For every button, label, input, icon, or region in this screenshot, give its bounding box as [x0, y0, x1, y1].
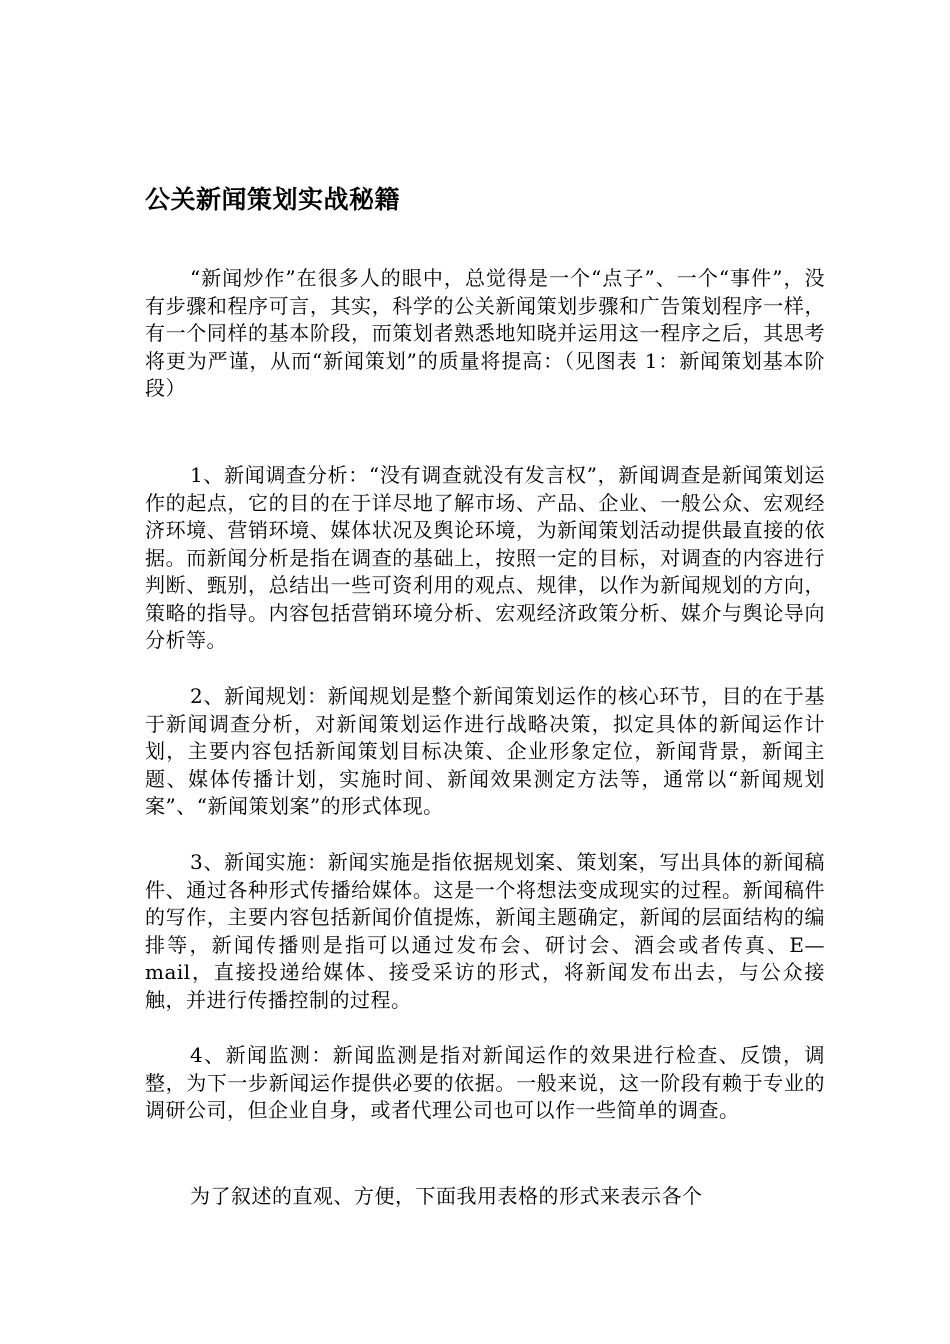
section-1-paragraph: 1、新闻调查分析：“没有调查就没有发言权”，新闻调查是新闻策划运作的起点，它的目的在于详尽地了解市场、产品、企业、一般公众、宏观经济环境、营销环境、媒体状况及舆论环境，为新闻策划活动提供最直接的依据。而新闻分析是指在调查的基础上，按照一定的目标，对调查的内容进行判断、甄别，总结出一些可资利用的观点、规律，以作为新闻规划的方向，策略的指导。内容包括营销环境分析、宏观经济政策分析、媒介与舆论导向分析等。 [145, 463, 825, 652]
intro-paragraph: “新闻炒作”在很多人的眼中，总觉得是一个“点子”、一个“事件”，没有步骤和程序可言，其实，科学的公关新闻策划步骤和广告策划程序一样，有一个同样的基本阶段，而策划者熟悉地知晓并运用这一程序之后，其思考将更为严谨，从而“新闻策划”的质量将提高：（见图表 1：新闻策划基本阶段） [145, 266, 825, 400]
section-2-paragraph: 2、新闻规划：新闻规划是整个新闻策划运作的核心环节，目的在于基于新闻调查分析，对新闻策划运作进行战略决策，拟定具体的新闻运作计划，主要内容包括新闻策划目标决策、企业形象定位，新闻背景，新闻主题、媒体传播计划，实施时间、新闻效果测定方法等，通常以“新闻规划案”、“新闻策划案”的形式体现。 [145, 684, 825, 818]
document-title: 公关新闻策划实战秘籍 [145, 185, 401, 214]
section-4-paragraph: 4、新闻监测：新闻监测是指对新闻运作的效果进行检查、反馈，调整，为下一步新闻运作提供必要的依据。一般来说，这一阶段有赖于专业的调研公司，但企业自身，或者代理公司也可以作一些简单的调查。 [145, 1043, 825, 1122]
closing-paragraph: 为了叙述的直观、方便，下面我用表格的形式来表示各个 [190, 1184, 703, 1208]
section-3-paragraph: 3、新闻实施：新闻实施是指依据规划案、策划案，写出具体的新闻稿件、通过各种形式传播给媒体。这是一个将想法变成现实的过程。新闻稿件的写作，主要内容包括新闻价值提炼，新闻主题确定，新闻的层面结构的编排等，新闻传播则是指可以通过发布会、研讨会、酒会或者传真、E—mail，直接投递给媒体、接受采访的形式，将新闻发布出去，与公众接触，并进行传播控制的过程。 [145, 850, 825, 1012]
